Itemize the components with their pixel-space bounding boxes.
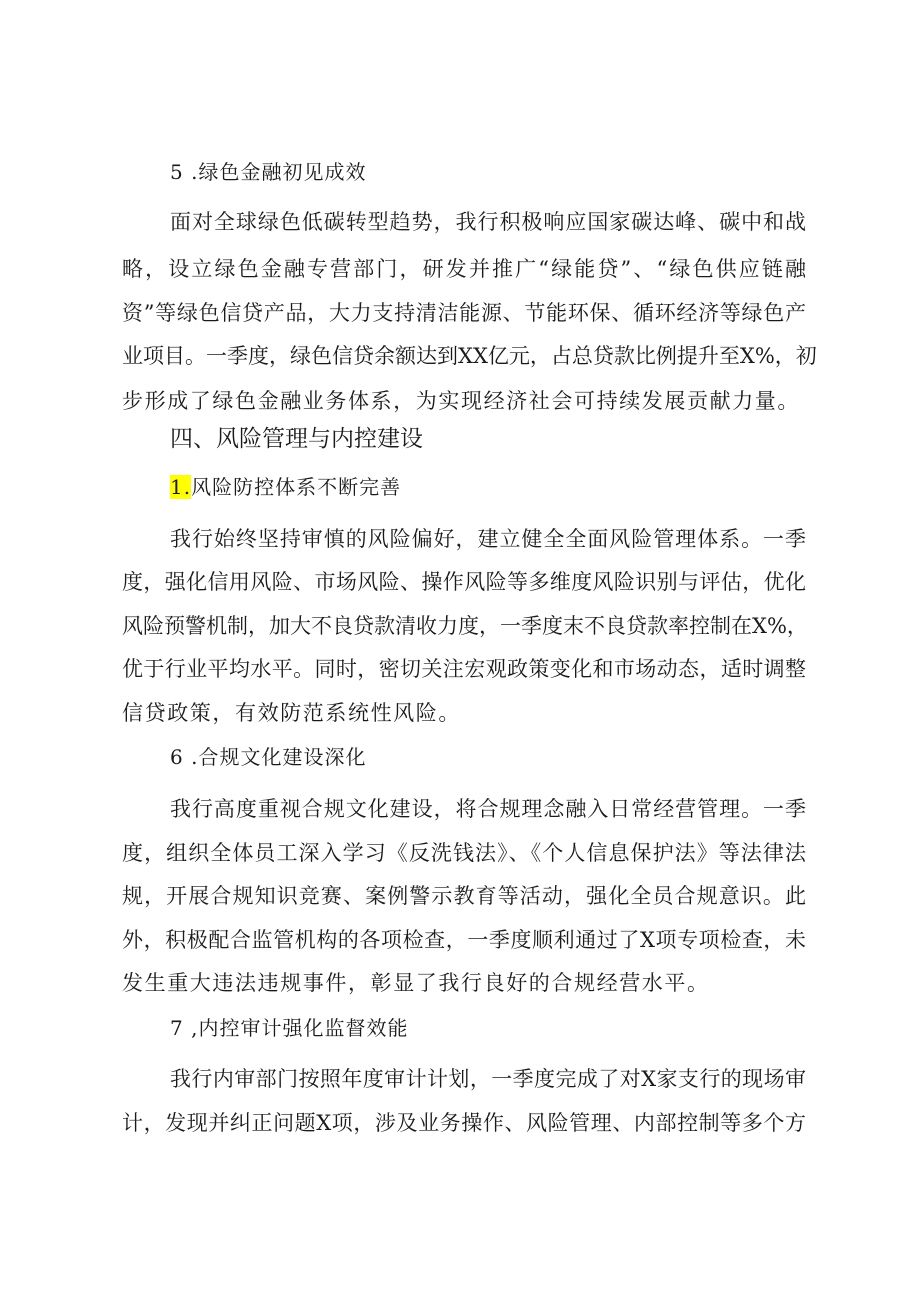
subsection-7-heading: 7 ,内控审计强化监督效能 — [170, 1016, 409, 1040]
section-5-line-3: 资”等绿色信贷产品，大力支持清洁能源、节能环保、循环经济等绿色产 — [122, 301, 806, 325]
highlighted-number: 1. — [170, 475, 192, 499]
subsection-1-title: 风险防控体系不断完善 — [191, 475, 402, 499]
section-5-line-4: 业项目。一季度，绿色信贷余额达到XX亿元，占总贷款比例提升至X%，初 — [122, 344, 817, 368]
subsection-6-heading: 6 .合规文化建设深化 — [170, 745, 367, 769]
subsection-6-line-3: 规，开展合规知识竞赛、案例警示教育等活动，强化全员合规意识。此 — [122, 884, 806, 908]
section-4-title: 四、风险管理与内控建设 — [170, 426, 423, 452]
subsection-6-line-5: 发生重大违法违规事件，彰显了我行良好的合规经营水平。 — [122, 971, 710, 995]
subsection-1-line-2: 度，强化信用风险、市场风险、操作风险等多维度风险识别与评估，优化 — [122, 570, 806, 594]
subsection-7-line-2: 计，发现并纠正问题X项，涉及业务操作、风险管理、内部控制等多个方 — [122, 1111, 806, 1135]
section-5-line-5: 步形成了绿色金融业务体系，为实现经济社会可持续发展贡献力量。 — [122, 389, 800, 413]
section-5-line-2: 略，设立绿色金融专营部门，研发并推广“绿能贷”、“绿色供应链融 — [122, 257, 806, 281]
section-5-line-1: 面对全球绿色低碳转型趋势，我行积极响应国家碳达峰、碳中和战 — [170, 210, 806, 234]
subsection-6-line-4: 外，积极配合监管机构的各项检查，一季度顺利通过了X项专项检查，未 — [122, 928, 806, 952]
subsection-1-line-4: 优于行业平均水平。同时，密切关注宏观政策变化和市场动态，适时调整 — [122, 657, 806, 681]
subsection-1-line-3: 风险预警机制，加大不良贷款清收力度，一季度末不良贷款率控制在X%， — [122, 614, 808, 638]
section-5-heading: 5 .绿色金融初见成效 — [170, 160, 367, 184]
subsection-6-line-1: 我行高度重视合规文化建设，将合规理念融入日常经营管理。一季 — [170, 797, 806, 821]
subsection-1-heading — [170, 472, 401, 502]
subsection-7-line-1: 我行内审部门按照年度审计计划，一季度完成了对X家支行的现场审 — [170, 1067, 806, 1091]
subsection-1-line-5: 信贷政策，有效防范系统性风险。 — [122, 701, 461, 725]
subsection-1-line-1: 我行始终坚持审慎的风险偏好，建立健全全面风险管理体系。一季 — [170, 527, 806, 551]
subsection-6-line-2: 度，组织全体员工深入学习《反洗钱法》、《个人信息保护法》等法律法 — [122, 841, 806, 865]
